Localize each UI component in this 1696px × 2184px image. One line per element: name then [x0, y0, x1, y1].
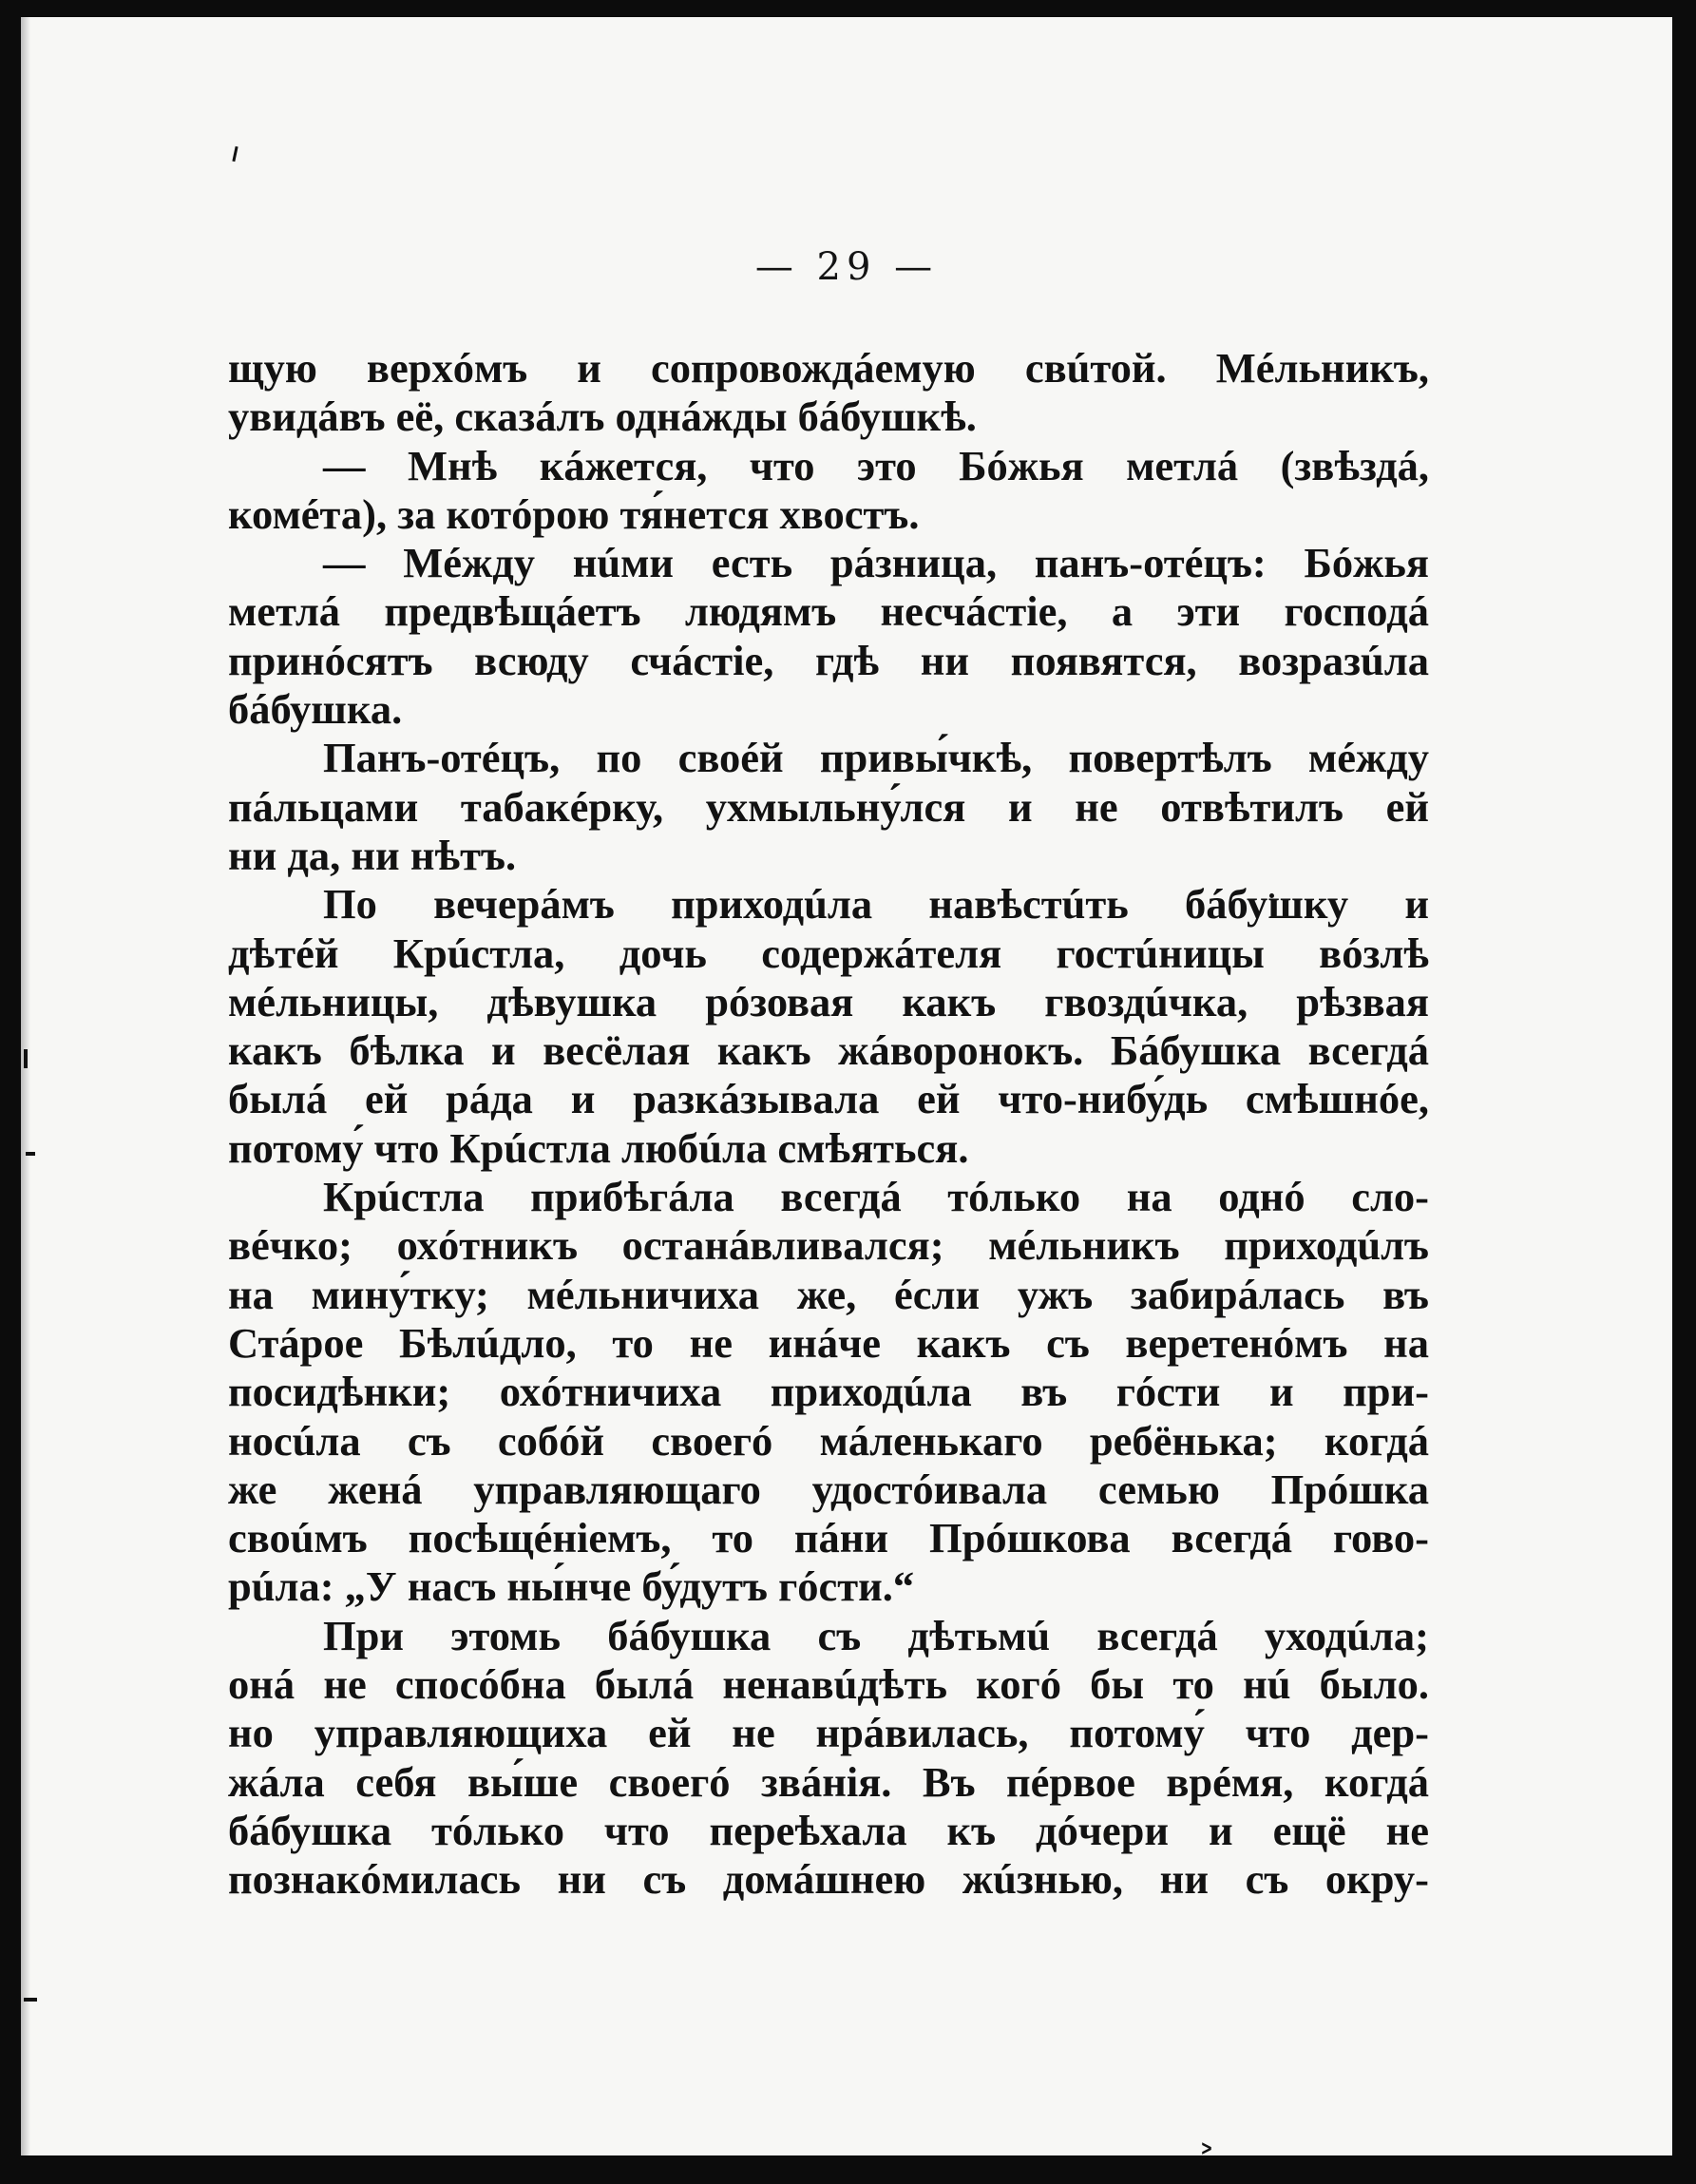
text-line: былá ей рáда и разкáзывала ей что-нибу́дь смѣшнóе,: [228, 1075, 1429, 1123]
ink-mark: ˃: [1197, 2140, 1216, 2184]
text-line: бáбушка.: [228, 685, 403, 734]
text-line: Крúстла прибѣгáла всегдá тóлько на однó сло-: [323, 1173, 1429, 1221]
page-number: — 29 —: [754, 245, 939, 289]
text-line: посидѣнки; охóтничиха приходúла въ гóсти и при-: [228, 1368, 1429, 1416]
text-line: же женá управляющаго удостóивала семью Прóшка: [228, 1465, 1429, 1513]
ink-speck: [24, 1049, 28, 1068]
text-line: носúла съ собóй своегó мáленькаго ребёнька; когдá: [228, 1416, 1429, 1465]
text-line: Панъ-отéцъ, по своéй привы́чкѣ, повертѣлъ мéжду: [323, 734, 1429, 782]
ink-speck: [26, 1152, 35, 1156]
text-line: увидáвъ её, сказáлъ однáжды бáбушкѣ.: [228, 393, 977, 441]
text-line: мéльницы, дѣвушка рóзовая какъ гвоздúчка, рѣзвая: [228, 977, 1429, 1025]
text-line: По вечерáмъ приходúла навѣстúть бáбушку и: [323, 880, 1429, 929]
binding-shadow: [21, 17, 30, 2155]
book-page: [21, 17, 1672, 2184]
text-line: метлá предвѣщáетъ людямъ несчáстіе, а эти господá: [228, 587, 1429, 636]
text-line: — Мнѣ кáжется, что это Бóжья метлá (звѣздá,: [323, 441, 1429, 489]
text-line: принóсятъ всюду счáстіе, гдѣ ни появятся, возразúла: [228, 636, 1429, 684]
text-line: бáбушка тóлько что переѣхала къ дóчери и ещё не: [228, 1806, 1429, 1854]
text-line: онá не спосóбна былá ненавúдѣть когó бы то нú было.: [228, 1660, 1429, 1709]
ink-speck: [232, 146, 238, 162]
text-line: на мину́тку; мéльничиха же, éсли ужъ забирáлась въ: [228, 1270, 1429, 1318]
ink-speck: [24, 1998, 37, 2002]
text-line: щую верхóмъ и сопровождáемую свúтой. Мéльникъ,: [228, 344, 1429, 392]
body-text: [228, 344, 1429, 1905]
text-line: жáла себя вы́ше своегó звáнія. Въ пéрвое врéмя, когдá: [228, 1757, 1429, 1806]
text-line: своúмъ посѣщéніемъ, то пáни Прóшкова всегдá гово-: [228, 1514, 1429, 1562]
text-line: какъ бѣлка и весёлая какъ жáворонокъ. Бáбушка всегдá: [228, 1026, 1429, 1075]
text-line: вéчко; охóтникъ останáвливался; мéльникъ приходúлъ: [228, 1221, 1429, 1270]
text-line: пáльцами табакéрку, ухмыльну́лся и не отвѣтилъ ей: [228, 782, 1429, 831]
text-line: потому́ что Крúстла любúла смѣяться.: [228, 1123, 969, 1172]
text-line: дѣтéй Крúстла, дочь содержáтеля гостúницы вóзлѣ: [228, 929, 1429, 977]
text-line: ни да, ни нѣтъ.: [228, 831, 517, 879]
text-line: познакóмилась ни съ домáшнею жúзнью, ни съ окру-: [228, 1855, 1429, 1904]
text-line: но управляющиха ей не нрáвилась, потому́ что дер-: [228, 1709, 1429, 1757]
text-line: — Мéжду нúми есть рáзница, панъ-отéцъ: Бóжья: [323, 539, 1429, 587]
text-line: комéта), за котóрою тя́нется хвостъ.: [228, 489, 920, 538]
text-line: рúла: „У насъ ны́нче бу́дутъ гóсти.“: [228, 1562, 915, 1611]
text-line: При этомь бáбушка съ дѣтьмú всегдá уходúла;: [323, 1611, 1429, 1659]
text-line: Стáрое Бѣлúдло, то не инáче какъ съ веретенóмъ на: [228, 1318, 1429, 1367]
